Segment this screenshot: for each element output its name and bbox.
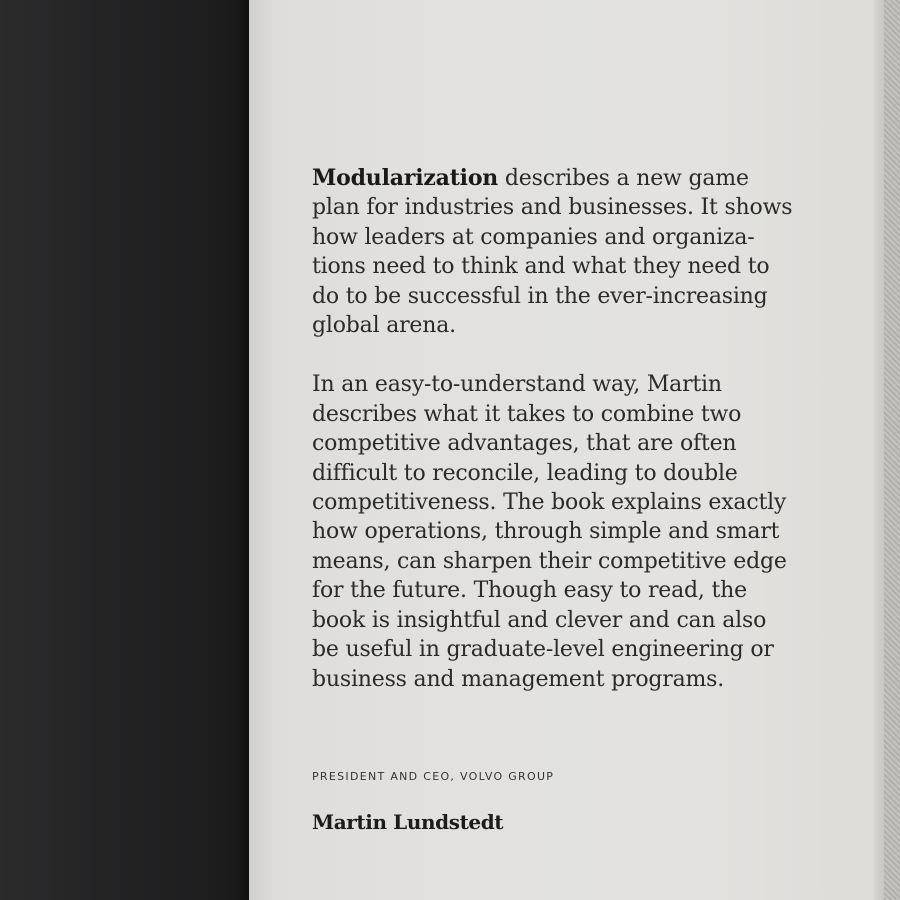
paragraph-1-lead: Modularization bbox=[312, 165, 499, 191]
page-edge bbox=[874, 0, 884, 900]
paragraph-2: In an easy-to-understand way, Martin describes what it takes to combine two competitive advantages, that are often difficult to reconcile, leading to double competitiveness. The book explains exactly how operations, through simple and smart means, can sharpen their competitive edge for the future. Though easy to read, the book is insightful and clever and can also be useful in graduate-level engineering or business and management programs. bbox=[312, 372, 787, 692]
attribution-title: PRESIDENT AND CEO, VOLVO GROUP bbox=[312, 770, 555, 783]
cover-shadow bbox=[236, 0, 250, 900]
paragraph-gap bbox=[312, 340, 812, 370]
endorsement-text bbox=[312, 164, 812, 694]
attribution-name: Martin Lundstedt bbox=[312, 810, 504, 834]
background-fabric bbox=[884, 0, 900, 900]
paragraph-1 bbox=[312, 164, 812, 340]
book-cover-inside bbox=[0, 0, 250, 900]
paragraph-1-body: describes a new game plan for industries and businesses. It shows how leaders at companies and organiza- tions need to think and what they need to do to be successful in the ever-increasing global arena. bbox=[312, 166, 793, 339]
